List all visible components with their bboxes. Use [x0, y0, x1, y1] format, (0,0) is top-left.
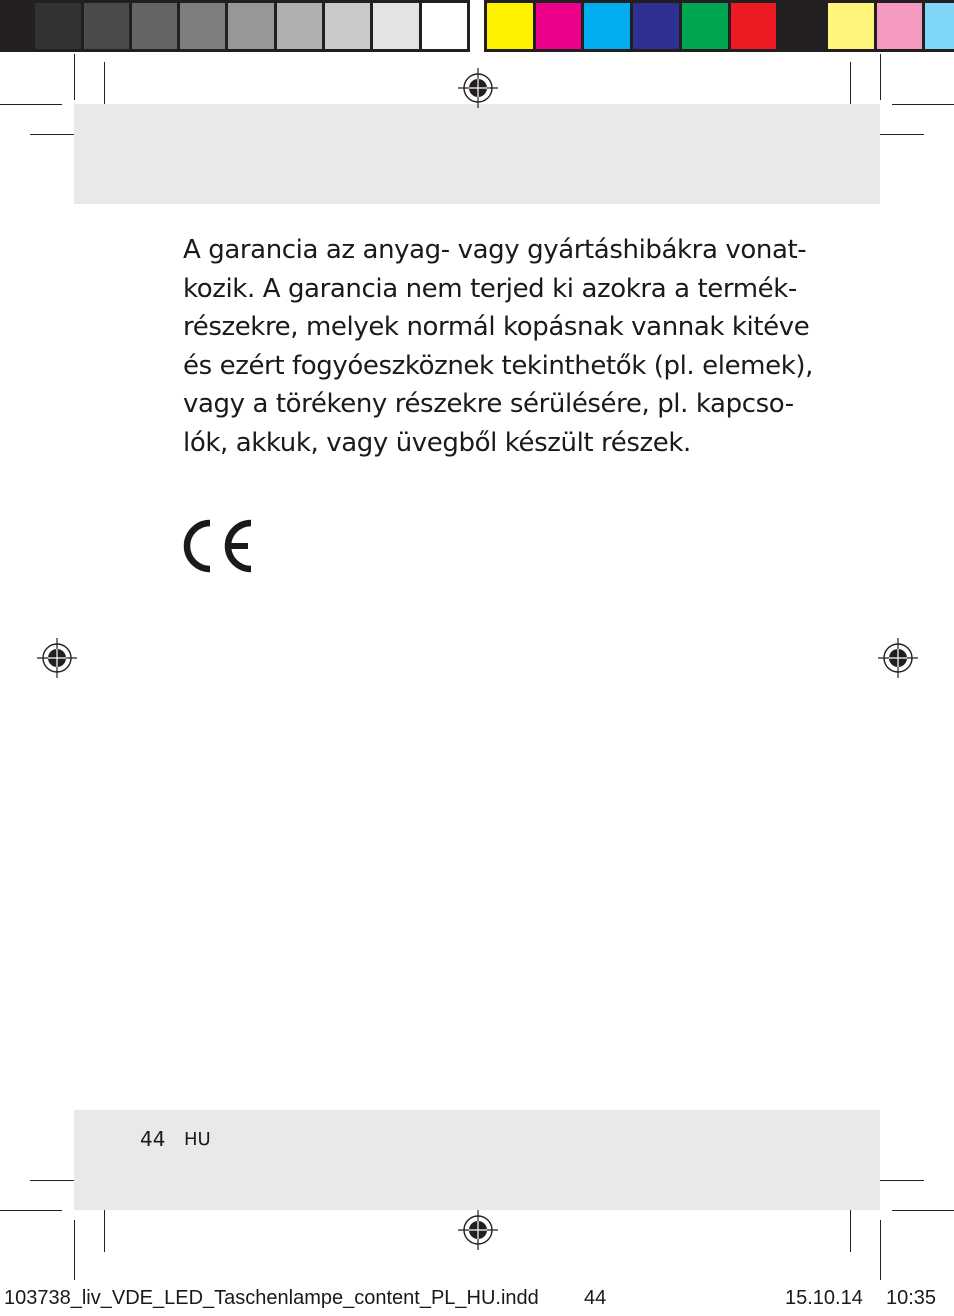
color-swatch [180, 3, 225, 49]
color-swatch [277, 3, 322, 49]
color-swatch [633, 3, 679, 49]
crop-mark [0, 1210, 62, 1211]
color-swatch [536, 3, 582, 49]
color-swatch [731, 3, 777, 49]
color-swatch [35, 3, 80, 49]
header-band [74, 104, 880, 204]
grayscale-color-bar [0, 0, 470, 52]
process-color-bar [484, 0, 954, 52]
color-swatch [779, 3, 825, 49]
ce-mark-icon [181, 519, 255, 573]
color-swatch [84, 3, 129, 49]
color-swatch [228, 3, 273, 49]
color-swatch [0, 3, 32, 49]
color-swatch [682, 3, 728, 49]
slug-filename: 103738_liv_VDE_LED_Taschenlampe_content_PL_HU.indd [4, 1287, 539, 1309]
slug-date: 15.10.14 [785, 1287, 863, 1309]
slug-time: 10:35 [886, 1287, 937, 1309]
color-swatch [584, 3, 630, 49]
color-swatch [325, 3, 370, 49]
crop-mark [880, 54, 881, 100]
color-swatch [925, 3, 954, 49]
registration-mark-icon [458, 1210, 498, 1250]
registration-mark-icon [878, 638, 918, 678]
registration-mark-icon [37, 638, 77, 678]
color-swatch [487, 3, 533, 49]
color-swatch [373, 3, 418, 49]
crop-mark [74, 1220, 75, 1280]
color-swatch [877, 3, 923, 49]
color-swatch [422, 3, 467, 49]
paragraph-line: és ezért fogyóeszköznek tekinthetők (pl. elemek), [183, 350, 813, 381]
page-number: 44 [140, 1127, 166, 1151]
color-swatch [828, 3, 874, 49]
crop-mark [892, 104, 954, 105]
paragraph-line: kozik. A garancia nem terjed ki azokra a termék- [183, 273, 797, 304]
warranty-paragraph [183, 231, 813, 463]
paragraph-line: részekre, melyek normál kopásnak vannak kitéve [183, 312, 810, 343]
crop-mark [892, 1210, 954, 1211]
crop-mark [74, 54, 75, 100]
registration-mark-icon [458, 68, 498, 108]
paragraph-line: vagy a törékeny részekre sérülésére, pl. kapcso- [183, 389, 794, 420]
slug-page: 44 [584, 1287, 607, 1309]
language-code: HU [184, 1129, 211, 1150]
color-swatch [132, 3, 177, 49]
paragraph-line: lók, akkuk, vagy üvegből készült részek. [183, 427, 691, 458]
crop-mark [880, 1220, 881, 1280]
footer-band [74, 1110, 880, 1210]
crop-mark [0, 104, 62, 105]
paragraph-line: A garancia az anyag- vagy gyártáshibákra vonat- [183, 235, 807, 265]
